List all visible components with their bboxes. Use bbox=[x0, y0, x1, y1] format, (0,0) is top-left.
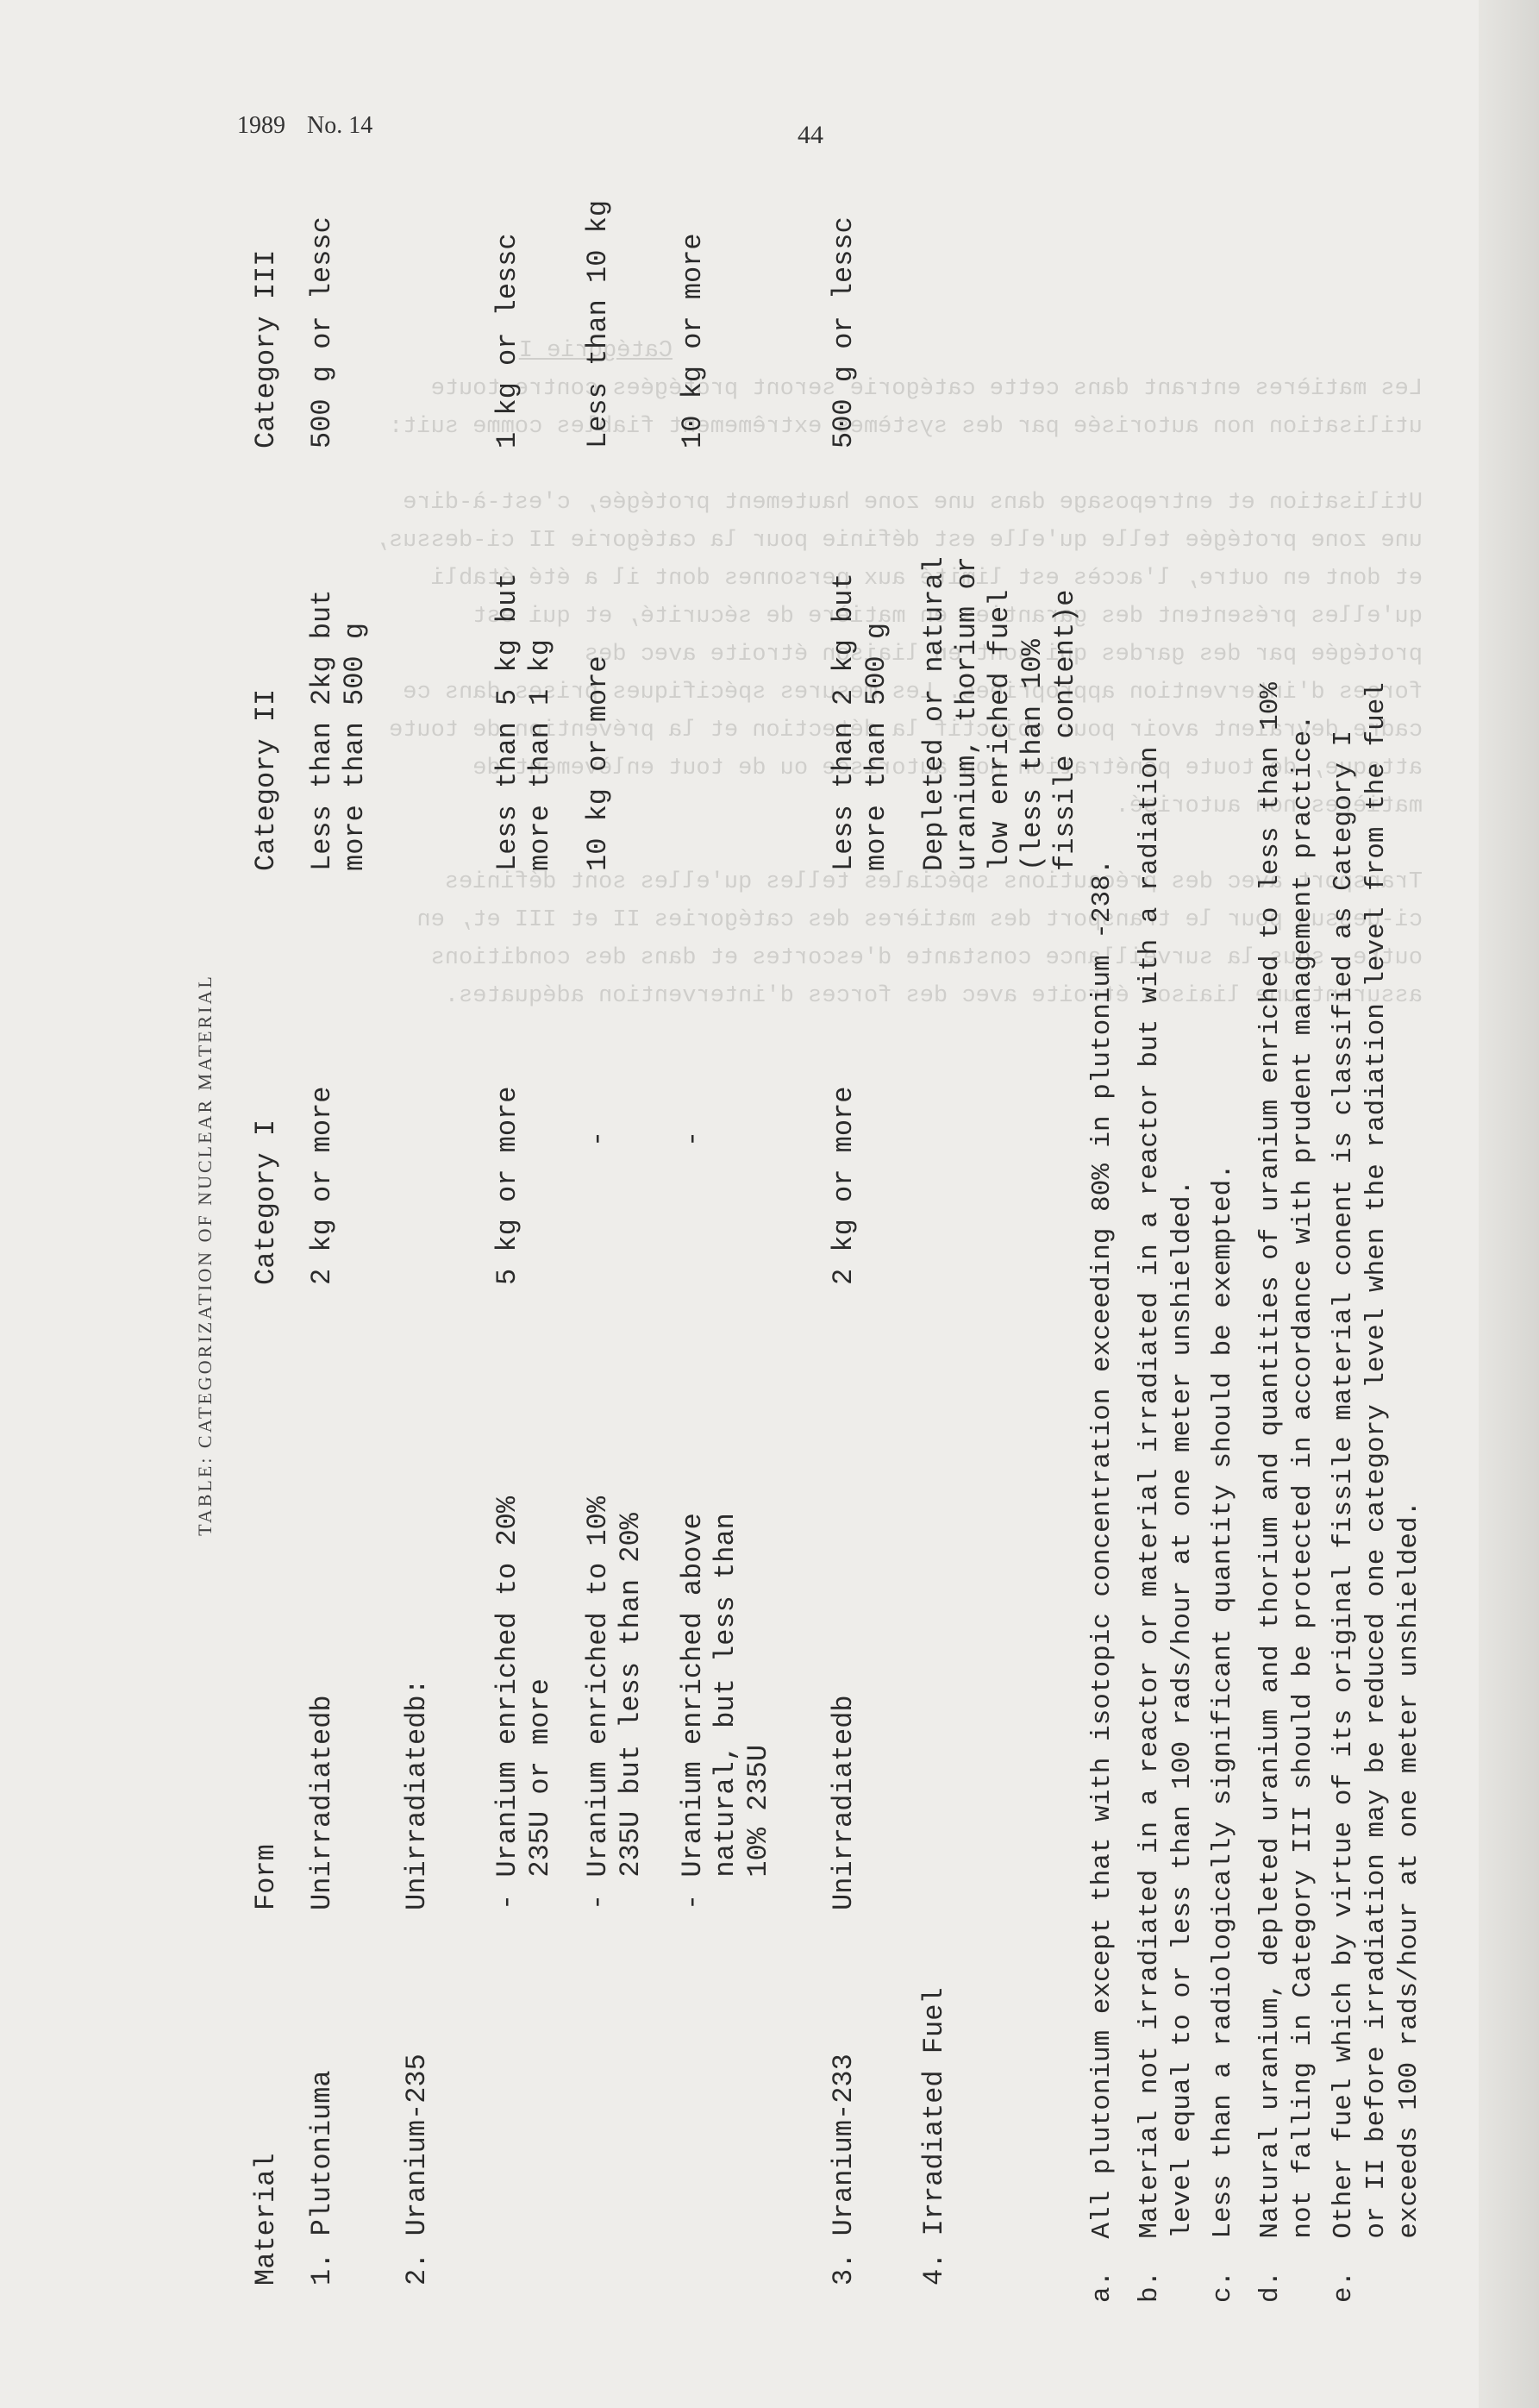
bleed-line: Les matières entrant dans cette catégorie seront protégées contre toute bbox=[430, 376, 1423, 402]
rotated-table-page bbox=[190, 199, 1431, 2303]
table-row-material: 4. Irradiated Fuel bbox=[918, 1987, 950, 2286]
table-row-cat1: - bbox=[582, 1130, 614, 1147]
table-row-cat1: 2 kg or more bbox=[828, 1086, 860, 1285]
table-row-cat3: Less than 10 kg bbox=[582, 199, 614, 448]
table-row-cat2: Less than 2kg but more than 500 g bbox=[306, 589, 371, 871]
table-row-cat2: Depleted or natural uranium, thorium or low enriched fuel (less than 10% fissile content)e bbox=[918, 556, 1081, 871]
table-row-cat1: 2 kg or more bbox=[306, 1086, 338, 1285]
bleed-line: attaque, de toute pénétration non autorisée ou de tout enlèvement de bbox=[472, 756, 1423, 781]
bleed-line: Catégorie I bbox=[518, 338, 673, 364]
bleed-line: et dont en outre, l'accès est limité aux personnes dont il a été établi bbox=[430, 566, 1423, 592]
table-row-material: 2. Uranium-235 bbox=[401, 2054, 433, 2286]
bleed-line: outre, sous la surveillance constante d'escortes et dans des conditions bbox=[430, 945, 1423, 971]
footnote-a: a. All plutonium except that with isotopic concentration exceeding 80% in plutonium -238. bbox=[1087, 858, 1117, 2303]
table-row-form: Unirradiatedb: bbox=[401, 1678, 433, 1910]
table-row-cat3: 500 g or lessc bbox=[828, 216, 860, 448]
table-row-form: Unirradiatedb bbox=[828, 1695, 860, 1910]
bleed-line: assurant une liaison étroite avec des forces d'intervention adéquates. bbox=[444, 983, 1423, 1009]
table-row-cat2: 10 kg or more bbox=[582, 655, 614, 871]
footnote-e: e. Other fuel which by virtue of its original fissile material conent is classified as Category I or II before irradiation may be reduced one category level when the radiation level from the fuel exceeds 100 rads/hour at one meter unshielded. bbox=[1329, 682, 1424, 2303]
table-row-cat2: Less than 5 kg but more than 1 kg bbox=[491, 573, 556, 871]
footnote-c: c. Less than a radiologically significant quantity should be exempted. bbox=[1208, 1163, 1238, 2303]
bleed-line: ci-dessus pour le transport des matières des catégories II et III et, en bbox=[416, 907, 1423, 933]
bleed-line: qu'elles présentent des garanties en matière de sécurité, et qui est bbox=[472, 604, 1423, 630]
bleed-line: une zone protégée telle qu'elle est définie pour la catégorie II ci-dessus, bbox=[374, 528, 1423, 554]
table-row-form: - Uranium enriched to 10% 235U but less than 20% bbox=[582, 1496, 647, 1910]
bleed-line: Transport avec des précautions spéciales telles qu'elles sont définies bbox=[444, 869, 1423, 895]
footnote-d: d. Natural uranium, depleted uranium and thorium and quantities of uranium enriched to less than 10% not falling in Category III should be protected in accordance with prudent management practice. bbox=[1255, 682, 1318, 2303]
gazette-year: 1989 bbox=[237, 112, 285, 139]
table-row-material: 1. Plutoniuma bbox=[306, 2070, 338, 2286]
table-title: TABLE: CATEGORIZATION OF NUCLEAR MATERIAL bbox=[194, 974, 216, 1536]
footnote-b: b. Material not irradiated in a reactor or material irradiated in a reactor but with a radiation level equal to or less than 100 rads/hour at one meter unshielded. bbox=[1135, 746, 1198, 2303]
table-row-cat1: 5 kg or more bbox=[491, 1086, 523, 1285]
table-row-form: - Uranium enriched above natural, but less than 10% 235U bbox=[677, 1513, 774, 1910]
bleed-line: forces d'intervention appropriées. Les mesures spécifiques prises dans ce bbox=[403, 680, 1423, 705]
bleed-line: cadre devraient avoir pour objectif la détection et la prévention de toute bbox=[389, 718, 1423, 743]
column-header-category-1: Category I bbox=[250, 1119, 282, 1285]
column-header-material: Material bbox=[250, 2153, 282, 2286]
table-row-form: - Uranium enriched to 20% 235U or more bbox=[491, 1496, 556, 1910]
table-row-cat1: - bbox=[677, 1130, 709, 1147]
table-row-cat3: 10 kg or more bbox=[677, 233, 709, 448]
column-header-form: Form bbox=[250, 1844, 282, 1910]
table-row-cat3: 500 g or lessc bbox=[306, 216, 338, 448]
table-row-form: Unirradiatedb bbox=[306, 1695, 338, 1910]
gazette-header bbox=[237, 112, 388, 140]
bleed-line: matières non autorisé. bbox=[1115, 793, 1423, 819]
column-header-category-2: Category II bbox=[250, 688, 282, 871]
bleed-line: Utilisation et entreposage dans une zone hautement protégée, c'est-à-dire bbox=[403, 490, 1423, 516]
bleed-line: utilisation non autorisée par des systèmes extrêmement fiables comme suit: bbox=[389, 414, 1423, 440]
page-edge-shadow bbox=[1479, 0, 1539, 2408]
table-row-cat3: 1 kg or lessc bbox=[491, 233, 523, 448]
table-row-cat2: Less than 2 kg but more than 500 g bbox=[828, 573, 892, 871]
page-number: 44 bbox=[798, 121, 823, 149]
gazette-number: No. 14 bbox=[307, 112, 373, 139]
column-header-category-3: Category III bbox=[250, 249, 282, 448]
table-row-material: 3. Uranium-233 bbox=[828, 2054, 860, 2286]
bleed-line: protégée par des gardes qui sont en liaison étroite avec des bbox=[584, 642, 1423, 668]
